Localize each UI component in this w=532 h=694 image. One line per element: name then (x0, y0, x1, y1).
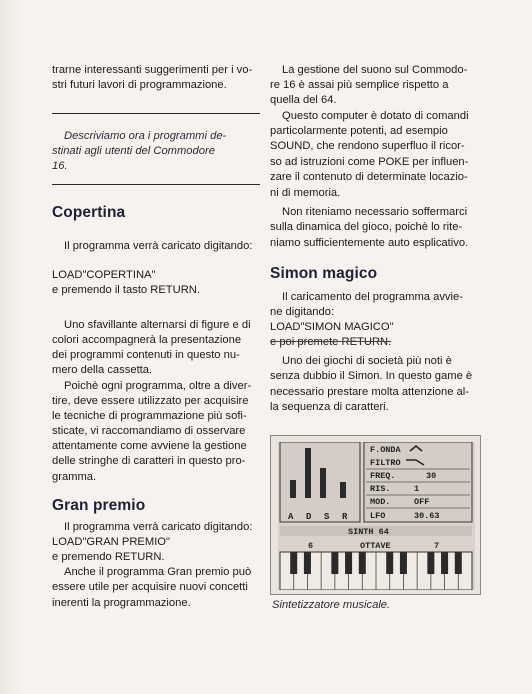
figure-caption: Sintetizzatore musicale. (272, 599, 391, 611)
black-key (400, 552, 407, 574)
adsr-bar-s (320, 468, 326, 498)
load-then: e premendo RETURN. (52, 551, 165, 563)
body-line: senza dubbio il Simon. In questo game è (270, 370, 473, 382)
body-line: delle stringhe di caratteri in questo pro- (52, 455, 246, 467)
load-command: LOAD"SIMON MAGICO" (270, 321, 394, 333)
black-key (441, 552, 448, 574)
param-label: LFO (370, 511, 386, 521)
adsr-label: S (324, 512, 330, 522)
body-line: Non riteniamo necessario soffermarci (282, 206, 468, 218)
body-line: la sequenza di caratteri. (270, 401, 389, 413)
param-label: F.ONDA (370, 445, 401, 455)
load-then: e premendo il tasto RETURN. (52, 284, 200, 296)
body-line: inerenti la programmazione. (52, 597, 191, 609)
body-line: La gestione del suono sul Commodo- (282, 64, 468, 76)
body-line: Uno sfavillante alternarsi di figure e di (64, 319, 251, 331)
synth-title: SINTH 64 (348, 527, 389, 537)
separator-rule (52, 184, 260, 185)
black-key (345, 552, 352, 574)
synth-screen-graphic (278, 442, 475, 590)
param-label: FILTRO (370, 458, 401, 468)
black-key (359, 552, 366, 574)
heading-copertina: Copertina (52, 204, 126, 221)
octave-left: 6 (308, 541, 314, 551)
adsr-bar-a (290, 480, 296, 498)
adsr-bar-d (305, 448, 311, 498)
load-intro: ne digitando: (270, 306, 335, 318)
separator-rule (52, 113, 260, 114)
body-line: quella del 64. (270, 94, 337, 106)
synth-screenshot (270, 435, 481, 595)
body-line: dei programmi contenuti in questo nu- (52, 349, 240, 361)
param-value: 1 (414, 484, 420, 494)
body-line: gramma. (52, 471, 97, 483)
black-key (290, 552, 297, 574)
octave-right: 7 (434, 541, 440, 551)
italic-line: Descriviamo ora i programmi de- (64, 130, 227, 142)
load-then: e poi premete RETURN. (270, 336, 392, 348)
body-line: sticate, vi raccomandiamo di osservare (52, 425, 246, 437)
param-label: FREQ. (370, 471, 396, 481)
body-line: sulla dinamica del gioco, poichè lo rite- (270, 221, 463, 233)
black-key (386, 552, 393, 574)
body-line: particolarmente potenti, ad esempio (270, 125, 448, 137)
heading-gran-premio: Gran premio (52, 497, 146, 514)
body-line: Uno dei giochi di società più noti è (282, 355, 452, 367)
black-key (331, 552, 338, 574)
body-line: le tecniche di programmazione più sofi- (52, 410, 247, 422)
black-key (304, 552, 311, 574)
body-line: essere utile per acquisire nuovi concetti (52, 581, 248, 593)
body-line: so ad istruzioni come POKE per influen- (270, 156, 469, 168)
intro-line: trarne interessanti suggerimenti per i vo- (52, 64, 253, 76)
load-command: LOAD"COPERTINA" (52, 269, 156, 281)
body-line: re 16 è assai più semplice rispetto a (270, 79, 449, 91)
synth-screen (278, 442, 475, 590)
body-line: mero della cassetta. (52, 364, 153, 376)
adsr-label: D (306, 512, 312, 522)
page-binding-edge (0, 0, 22, 694)
italic-line: stinati agli utenti del Commodore (52, 145, 215, 157)
load-command: LOAD"GRAN PREMIO" (52, 536, 170, 548)
body-line: SOUND, che rendono superfluo il ricor- (270, 140, 465, 152)
intro-line: stri futuri lavori di programmazione. (52, 79, 227, 91)
black-key (455, 552, 462, 574)
body-line: Anche il programma Gran premio può (64, 566, 252, 578)
octave-label: OTTAVE (360, 541, 391, 551)
body-line: niamo sufficientemente auto esplicativo. (270, 237, 469, 249)
param-value: 30 (426, 471, 437, 481)
italic-line: 16. (52, 160, 68, 172)
param-label: MOD. (370, 497, 391, 507)
black-key (427, 552, 434, 574)
body-line: Poichè ogni programma, oltre a diver- (64, 380, 252, 392)
body-line: attentamente come avviene la gestione (52, 440, 247, 452)
body-line: necessario prestare molta attenzione al- (270, 386, 469, 398)
param-label: RIS. (370, 484, 391, 494)
heading-simon-magico: Simon magico (270, 265, 378, 282)
adsr-bar-r (340, 482, 346, 498)
load-intro: Il programma verrà caricato digitando: (64, 240, 253, 252)
adsr-label: R (342, 512, 348, 522)
param-value: OFF (414, 497, 430, 507)
body-line: ni di memoria. (270, 187, 341, 199)
load-intro: Il caricamento del programma avvie- (282, 291, 463, 303)
load-intro: Il programma verrà caricato digitando: (64, 521, 253, 533)
body-line: Questo computer è dotato di comandi (282, 110, 469, 122)
body-line: zare il contenuto di determinate locazio- (270, 171, 468, 183)
keyboard (280, 552, 472, 590)
body-line: tire, deve essere utilizzato per acquisire (52, 395, 249, 407)
param-value: 30.63 (414, 511, 440, 521)
body-line: colori accompagnerà la presentazione (52, 334, 242, 346)
adsr-label: A (288, 512, 294, 522)
